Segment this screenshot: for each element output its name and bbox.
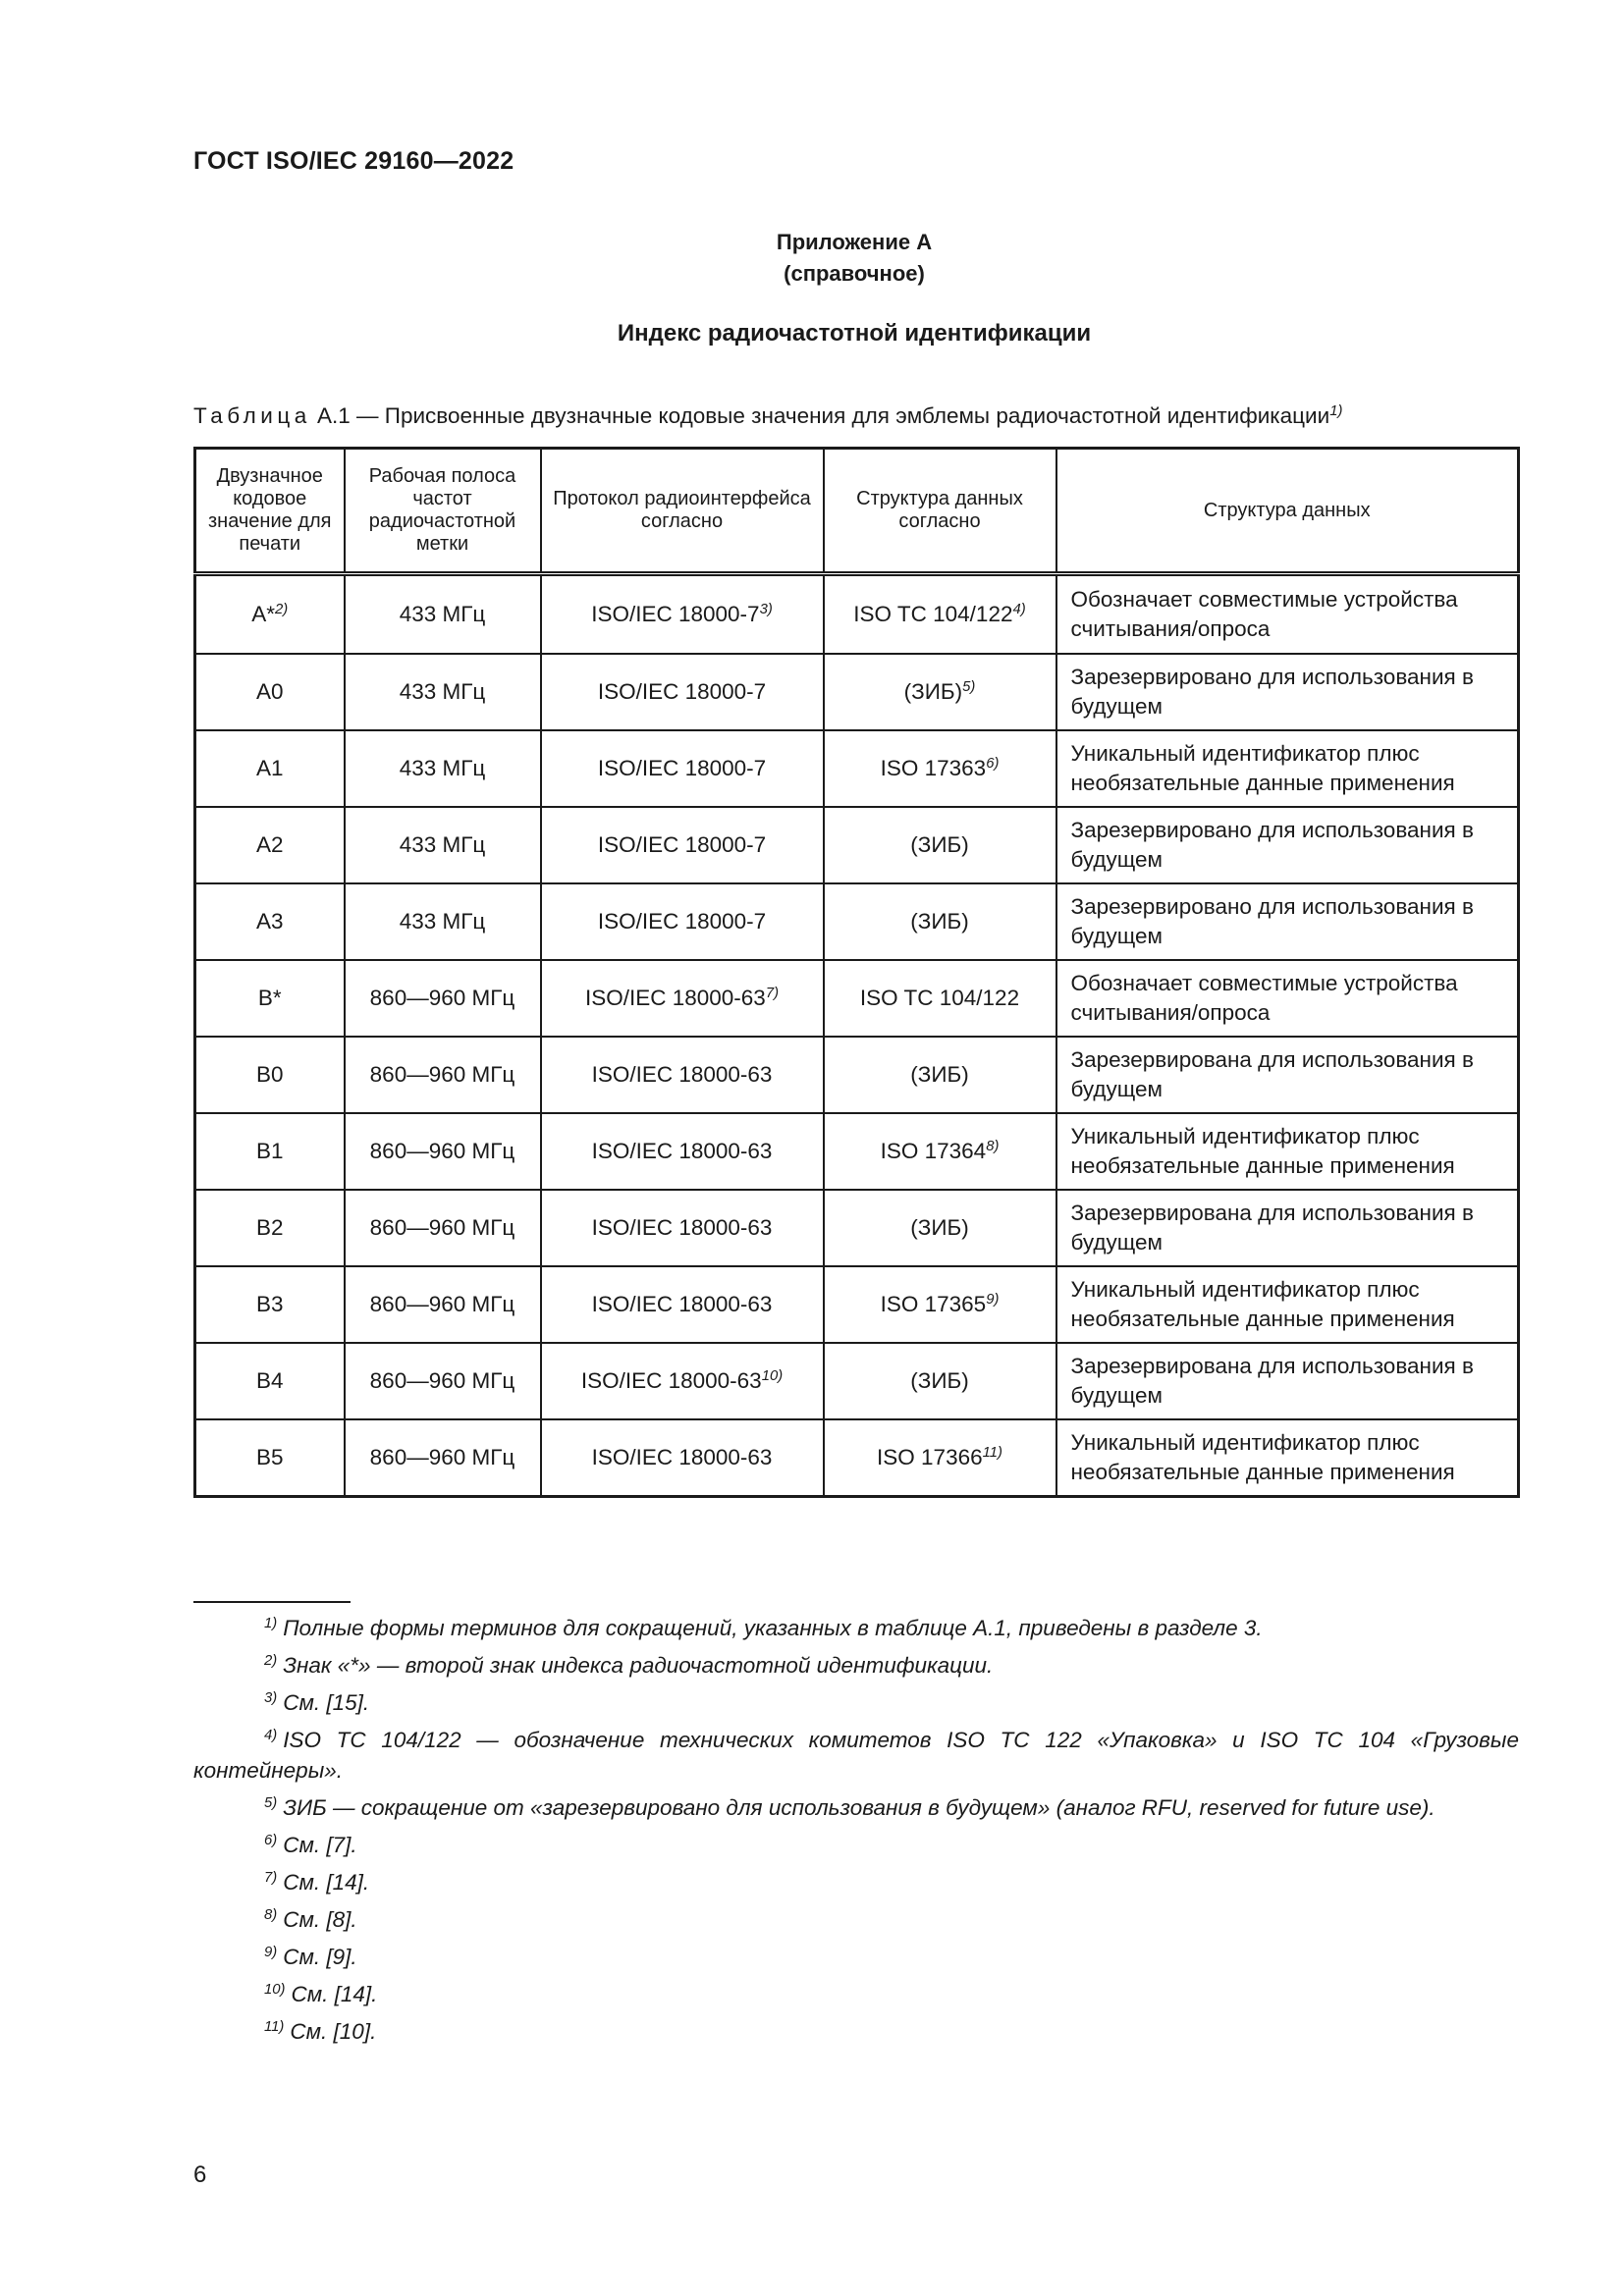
protocol-cell-text: ISO/IEC 18000-7 bbox=[591, 602, 760, 626]
structure-cell-text: (ЗИБ) bbox=[903, 679, 963, 704]
description-cell-text: Уникальный идентификатор плюс необязательные данные применения bbox=[1070, 741, 1455, 795]
structure-cell bbox=[824, 1190, 1056, 1266]
band-cell bbox=[345, 883, 541, 960]
protocol-cell bbox=[541, 883, 824, 960]
rfid-code-table bbox=[193, 447, 1520, 1498]
footnote bbox=[193, 1650, 1519, 1681]
code-cell bbox=[195, 1037, 345, 1113]
structure-cell-text: (ЗИБ) bbox=[910, 1368, 969, 1393]
protocol-cell-text: ISO/IEC 18000-63 bbox=[591, 1215, 773, 1240]
structure-cell bbox=[824, 960, 1056, 1037]
footnote-ref: 8) bbox=[986, 1138, 1000, 1154]
column-header: Протокол радиоинтерфейса согласно bbox=[541, 449, 824, 574]
protocol-cell bbox=[541, 1343, 824, 1419]
description-cell-text: Зарезервирована для использования в будущем bbox=[1070, 1354, 1474, 1408]
band-cell-text: 433 МГц bbox=[399, 909, 486, 934]
table-row bbox=[195, 574, 1519, 655]
protocol-cell bbox=[541, 1037, 824, 1113]
footnote-mark: 7) bbox=[264, 1869, 278, 1886]
footnote-text: См. [8]. bbox=[283, 1907, 357, 1932]
structure-cell-text: (ЗИБ) bbox=[910, 832, 969, 857]
band-cell-text: 860—960 МГц bbox=[369, 1062, 515, 1087]
table-row bbox=[195, 1343, 1519, 1419]
table-row bbox=[195, 1037, 1519, 1113]
footnote bbox=[193, 1687, 1519, 1718]
band-cell-text: 433 МГц bbox=[399, 679, 486, 704]
column-header: Двузначное кодовое значение для печати bbox=[195, 449, 345, 574]
table-row bbox=[195, 1266, 1519, 1343]
structure-cell bbox=[824, 654, 1056, 730]
description-cell-text: Уникальный идентификатор плюс необязательные данные применения bbox=[1070, 1430, 1455, 1484]
footnote-mark: 3) bbox=[264, 1689, 278, 1706]
footnote-text: См. [15]. bbox=[283, 1690, 370, 1715]
protocol-cell-text: ISO/IEC 18000-63 bbox=[591, 1445, 773, 1469]
footnote-text: См. [7]. bbox=[283, 1833, 357, 1857]
table-body bbox=[195, 574, 1519, 1497]
code-cell-text: А* bbox=[251, 602, 276, 626]
band-cell-text: 860—960 МГц bbox=[369, 1368, 515, 1393]
footnote bbox=[193, 1867, 1519, 1897]
footnote-mark: 11) bbox=[264, 2018, 285, 2035]
protocol-cell bbox=[541, 574, 824, 655]
description-cell bbox=[1056, 730, 1519, 807]
code-cell-text: А3 bbox=[255, 909, 284, 934]
description-cell-text: Зарезервирована для использования в будущем bbox=[1070, 1047, 1474, 1101]
code-cell bbox=[195, 960, 345, 1037]
description-cell-text: Обозначает совместимые устройства считывания/опроса bbox=[1070, 587, 1458, 641]
band-cell bbox=[345, 960, 541, 1037]
footnote bbox=[193, 1792, 1519, 1823]
protocol-cell-text: ISO/IEC 18000-63 bbox=[591, 1062, 773, 1087]
table-row bbox=[195, 807, 1519, 883]
description-cell bbox=[1056, 1037, 1519, 1113]
column-header: Структура данных bbox=[1056, 449, 1519, 574]
table-caption-footnote-ref: 1) bbox=[1329, 402, 1343, 419]
standard-designation: ГОСТ ISO/IEC 29160—2022 bbox=[193, 147, 514, 175]
code-cell-text: В2 bbox=[255, 1215, 284, 1240]
footnote-mark: 9) bbox=[264, 1944, 278, 1960]
footnote-mark: 5) bbox=[264, 1794, 278, 1811]
band-cell bbox=[345, 654, 541, 730]
footnote-text: ISO TC 104/122 — обозначение технических комитетов ISO TC 122 «Упаковка» и ISO TC 104 «Грузовые контейнеры». bbox=[193, 1728, 1519, 1783]
protocol-cell bbox=[541, 1190, 824, 1266]
section-title: Индекс радиочастотной идентификации bbox=[617, 320, 1092, 347]
band-cell bbox=[345, 1113, 541, 1190]
table-caption-label: Таблица bbox=[193, 403, 311, 428]
description-cell bbox=[1056, 1343, 1519, 1419]
table-row bbox=[195, 883, 1519, 960]
footnote-mark: 8) bbox=[264, 1906, 278, 1923]
band-cell-text: 860—960 МГц bbox=[369, 1445, 515, 1469]
appendix-heading bbox=[193, 227, 1515, 290]
footnote-ref: 11) bbox=[982, 1444, 1002, 1461]
footnote-mark: 10) bbox=[264, 1981, 286, 1998]
description-cell-text: Уникальный идентификатор плюс необязательные данные применения bbox=[1070, 1277, 1455, 1331]
footnote-ref: 6) bbox=[986, 755, 1000, 772]
description-cell bbox=[1056, 807, 1519, 883]
description-cell-text: Обозначает совместимые устройства считывания/опроса bbox=[1070, 971, 1458, 1025]
description-cell bbox=[1056, 960, 1519, 1037]
code-cell-text: В3 bbox=[255, 1292, 284, 1316]
footnotes bbox=[193, 1613, 1519, 2054]
table-row bbox=[195, 1113, 1519, 1190]
structure-cell bbox=[824, 1343, 1056, 1419]
footnote bbox=[193, 1904, 1519, 1935]
footnote-mark: 1) bbox=[264, 1615, 278, 1631]
description-cell-text: Зарезервировано для использования в будущем bbox=[1070, 665, 1474, 719]
appendix-subtitle: (справочное) bbox=[784, 261, 925, 286]
footnote bbox=[193, 1979, 1519, 2009]
code-cell bbox=[195, 574, 345, 655]
code-cell bbox=[195, 654, 345, 730]
page-number: 6 bbox=[193, 2162, 207, 2188]
structure-cell-text: ISO 17364 bbox=[880, 1139, 987, 1163]
band-cell-text: 860—960 МГц bbox=[369, 986, 515, 1010]
band-cell bbox=[345, 1419, 541, 1497]
structure-cell bbox=[824, 1419, 1056, 1497]
description-cell bbox=[1056, 1113, 1519, 1190]
code-cell-text: В0 bbox=[255, 1062, 284, 1087]
structure-cell bbox=[824, 1266, 1056, 1343]
footnote-ref: 9) bbox=[986, 1291, 1000, 1308]
structure-cell bbox=[824, 807, 1056, 883]
structure-cell-text: ISO TC 104/122 bbox=[859, 986, 1020, 1010]
structure-cell bbox=[824, 574, 1056, 655]
description-cell-text: Зарезервирована для использования в будущем bbox=[1070, 1201, 1474, 1255]
description-cell-text: Зарезервировано для использования в будущем bbox=[1070, 818, 1474, 872]
protocol-cell bbox=[541, 1266, 824, 1343]
description-cell-text: Зарезервировано для использования в будущем bbox=[1070, 894, 1474, 948]
footnote-ref: 10) bbox=[761, 1367, 784, 1384]
code-cell bbox=[195, 1190, 345, 1266]
protocol-cell-text: ISO/IEC 18000-7 bbox=[597, 756, 767, 780]
protocol-cell-text: ISO/IEC 18000-63 bbox=[584, 986, 766, 1010]
table-row bbox=[195, 730, 1519, 807]
footnote-text: См. [14]. bbox=[291, 1982, 378, 2006]
table-row bbox=[195, 960, 1519, 1037]
appendix-title: Приложение А bbox=[776, 230, 933, 254]
code-cell-text: В* bbox=[257, 986, 282, 1010]
structure-cell-text: ISO TC 104/122 bbox=[853, 602, 1013, 626]
protocol-cell-text: ISO/IEC 18000-7 bbox=[597, 679, 767, 704]
band-cell bbox=[345, 574, 541, 655]
structure-cell-text: ISO 17365 bbox=[880, 1292, 987, 1316]
description-cell bbox=[1056, 1190, 1519, 1266]
band-cell bbox=[345, 1343, 541, 1419]
description-cell-text: Уникальный идентификатор плюс необязательные данные применения bbox=[1070, 1124, 1455, 1178]
footnote bbox=[193, 1830, 1519, 1860]
table-header-row bbox=[195, 449, 1519, 574]
footnote-text: См. [14]. bbox=[283, 1870, 370, 1895]
protocol-cell bbox=[541, 1113, 824, 1190]
structure-cell bbox=[824, 1037, 1056, 1113]
description-cell bbox=[1056, 574, 1519, 655]
footnote bbox=[193, 1725, 1519, 1786]
table-row bbox=[195, 1190, 1519, 1266]
column-header: Структура данных согласно bbox=[824, 449, 1056, 574]
band-cell-text: 860—960 МГц bbox=[369, 1215, 515, 1240]
table-caption-text: А.1 — Присвоенные двузначные кодовые значения для эмблемы радиочастотной идентификации bbox=[317, 403, 1330, 428]
table-row bbox=[195, 654, 1519, 730]
protocol-cell bbox=[541, 960, 824, 1037]
band-cell bbox=[345, 730, 541, 807]
code-cell-text: В5 bbox=[255, 1445, 284, 1469]
band-cell-text: 433 МГц bbox=[399, 756, 486, 780]
band-cell-text: 433 МГц bbox=[399, 832, 486, 857]
structure-cell-text: (ЗИБ) bbox=[910, 1215, 969, 1240]
footnote-text: Полные формы терминов для сокращений, указанных в таблице А.1, приведены в разделе 3. bbox=[283, 1616, 1263, 1640]
band-cell bbox=[345, 1037, 541, 1113]
protocol-cell bbox=[541, 654, 824, 730]
code-cell-text: В1 bbox=[255, 1139, 284, 1163]
footnote bbox=[193, 2016, 1519, 2047]
footnote-text: См. [9]. bbox=[283, 1945, 357, 1969]
band-cell-text: 860—960 МГц bbox=[369, 1139, 515, 1163]
protocol-cell-text: ISO/IEC 18000-63 bbox=[591, 1139, 773, 1163]
code-cell bbox=[195, 1343, 345, 1419]
band-cell bbox=[345, 1190, 541, 1266]
protocol-cell-text: ISO/IEC 18000-7 bbox=[597, 832, 767, 857]
protocol-cell-text: ISO/IEC 18000-63 bbox=[591, 1292, 773, 1316]
footnote-mark: 4) bbox=[264, 1727, 278, 1743]
code-cell bbox=[195, 1419, 345, 1497]
structure-cell bbox=[824, 1113, 1056, 1190]
footnote-separator bbox=[193, 1601, 351, 1603]
description-cell bbox=[1056, 654, 1519, 730]
code-cell bbox=[195, 807, 345, 883]
structure-cell-text: ISO 17363 bbox=[880, 756, 987, 780]
footnote-text: ЗИБ — сокращение от «зарезервировано для использования в будущем» (аналог RFU, reserved for future use). bbox=[283, 1795, 1435, 1820]
code-cell bbox=[195, 1266, 345, 1343]
protocol-cell bbox=[541, 1419, 824, 1497]
footnote-ref: 7) bbox=[765, 985, 780, 1001]
footnote-mark: 2) bbox=[264, 1652, 278, 1669]
footnote-text: Знак «*» — второй знак индекса радиочастотной идентификации. bbox=[283, 1653, 994, 1678]
code-cell bbox=[195, 730, 345, 807]
footnote-ref: 3) bbox=[759, 601, 773, 617]
code-cell-text: А1 bbox=[255, 756, 284, 780]
structure-cell-text: (ЗИБ) bbox=[910, 1062, 969, 1087]
protocol-cell-text: ISO/IEC 18000-63 bbox=[580, 1368, 762, 1393]
code-cell-text: В4 bbox=[255, 1368, 284, 1393]
footnote-ref: 5) bbox=[962, 678, 976, 695]
structure-cell bbox=[824, 730, 1056, 807]
protocol-cell-text: ISO/IEC 18000-7 bbox=[597, 909, 767, 934]
column-header: Рабочая полоса частот радиочастотной метки bbox=[345, 449, 541, 574]
code-cell-text: А0 bbox=[255, 679, 284, 704]
table-caption bbox=[193, 403, 1529, 429]
structure-cell-text: ISO 17366 bbox=[877, 1445, 983, 1469]
description-cell bbox=[1056, 1266, 1519, 1343]
protocol-cell bbox=[541, 807, 824, 883]
footnote-ref: 4) bbox=[1012, 601, 1026, 617]
footnote-mark: 6) bbox=[264, 1832, 278, 1848]
structure-cell-text: (ЗИБ) bbox=[910, 909, 969, 934]
code-cell bbox=[195, 883, 345, 960]
code-cell-text: А2 bbox=[255, 832, 284, 857]
footnote-ref: 2) bbox=[275, 601, 289, 617]
footnote bbox=[193, 1613, 1519, 1643]
table-row bbox=[195, 1419, 1519, 1497]
footnote-text: См. [10]. bbox=[290, 2019, 377, 2044]
band-cell-text: 433 МГц bbox=[399, 602, 486, 626]
footnote bbox=[193, 1942, 1519, 1972]
description-cell bbox=[1056, 1419, 1519, 1497]
band-cell-text: 860—960 МГц bbox=[369, 1292, 515, 1316]
description-cell bbox=[1056, 883, 1519, 960]
structure-cell bbox=[824, 883, 1056, 960]
code-cell bbox=[195, 1113, 345, 1190]
band-cell bbox=[345, 1266, 541, 1343]
protocol-cell bbox=[541, 730, 824, 807]
band-cell bbox=[345, 807, 541, 883]
